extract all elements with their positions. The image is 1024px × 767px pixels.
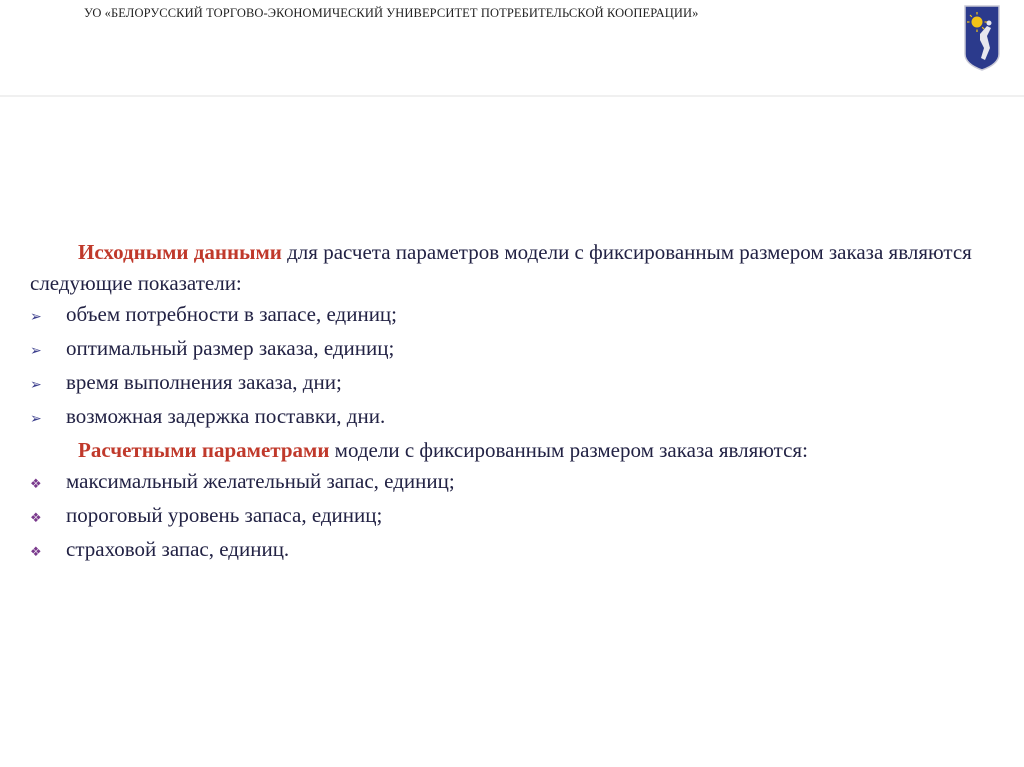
calc-paragraph xyxy=(30,435,1005,466)
university-emblem-icon xyxy=(963,4,1001,72)
list-item-label: максимальный желательный запас, единиц; xyxy=(66,469,455,493)
list-item xyxy=(30,534,1005,568)
arrow-bullet-icon: ➢ xyxy=(30,343,42,359)
diamond-bullet-icon: ❖ xyxy=(30,477,42,492)
arrow-bullet-icon: ➢ xyxy=(30,309,42,325)
list-item-label: объем потребности в запасе, единиц; xyxy=(66,302,398,326)
list-item-label: пороговый уровень запаса, единиц; xyxy=(66,503,383,527)
calc-text: модели с фиксированным размером заказа являются: xyxy=(329,438,808,462)
list-item-label: страховой запас, единиц. xyxy=(66,537,290,561)
list-item xyxy=(30,299,1005,333)
calc-emphasis: Расчетными параметрами xyxy=(78,438,330,462)
list-item xyxy=(30,367,1005,401)
intro-emphasis: Исходными данными xyxy=(78,240,282,264)
diamond-bullet-icon: ❖ xyxy=(30,511,42,526)
intro-text: для расчета параметров модели с фиксированным размером заказа являются следующие показатели: xyxy=(30,240,972,295)
list-item xyxy=(30,466,1005,500)
list-item xyxy=(30,500,1005,534)
header-title: УО «БЕЛОРУССКИЙ ТОРГОВО-ЭКОНОМИЧЕСКИЙ УНИВЕРСИТЕТ ПОТРЕБИТЕЛЬСКОЙ КООПЕРАЦИИ» xyxy=(84,6,699,20)
list-item-label: оптимальный размер заказа, единиц; xyxy=(66,336,395,360)
header-divider xyxy=(0,95,1024,97)
list-item xyxy=(30,333,1005,367)
list-item-label: возможная задержка поставки, дни. xyxy=(66,404,386,428)
list-item-label: время выполнения заказа, дни; xyxy=(66,370,342,394)
arrow-bullet-icon: ➢ xyxy=(30,411,42,427)
list-item xyxy=(30,401,1005,435)
slide-content xyxy=(30,237,1005,568)
diamond-bullet-icon: ❖ xyxy=(30,545,42,560)
intro-paragraph xyxy=(30,237,1005,299)
arrow-bullet-icon: ➢ xyxy=(30,377,42,393)
